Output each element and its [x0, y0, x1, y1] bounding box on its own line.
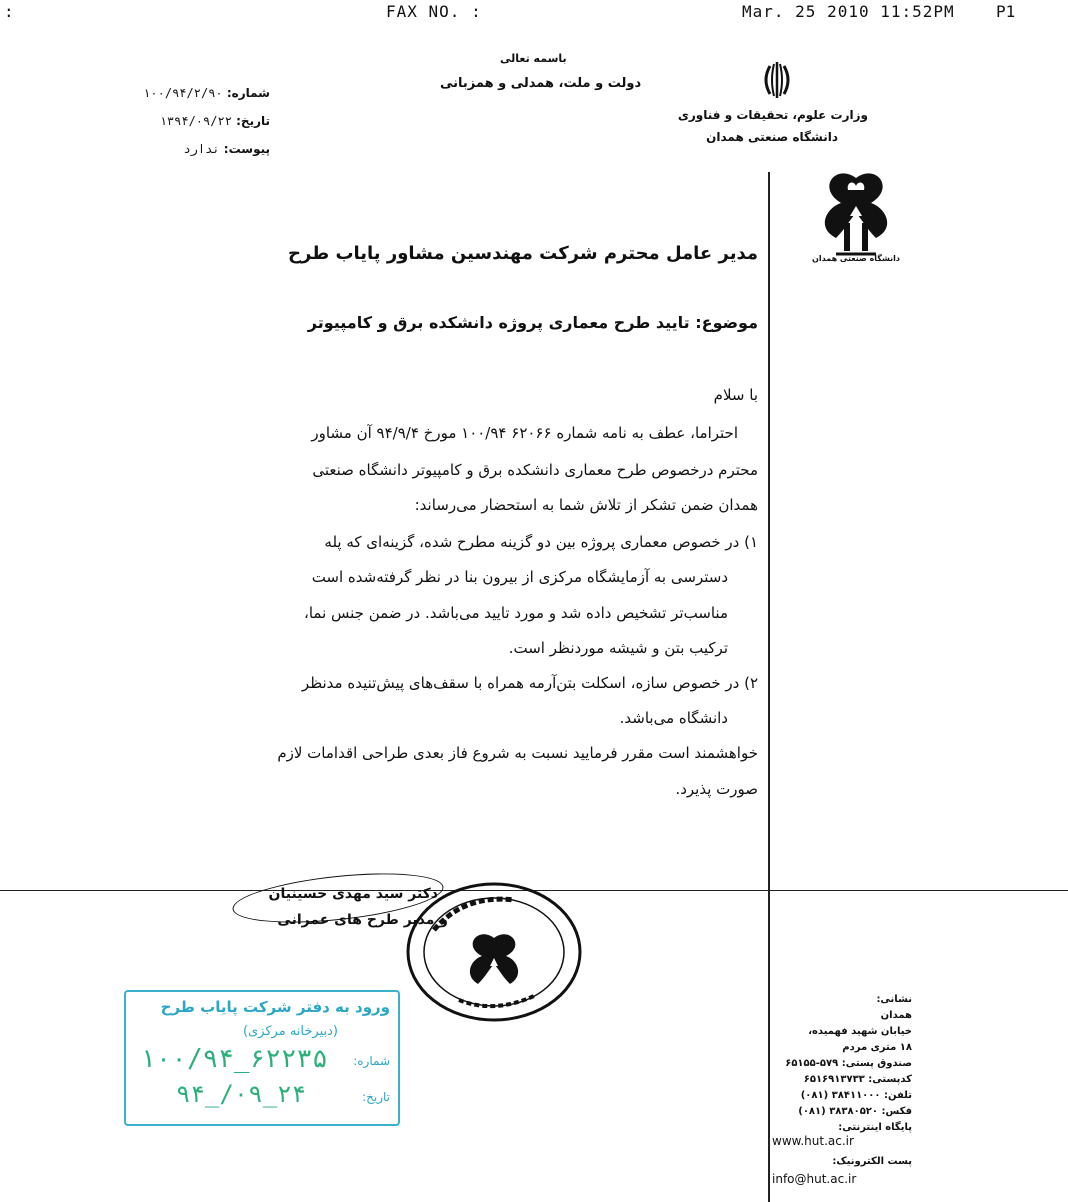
receipt-number-value: ۱۰۰/۹۴_۶۲۲۳۵	[140, 1044, 328, 1074]
iran-emblem-icon	[752, 60, 802, 100]
website-link[interactable]: www.hut.ac.ir	[772, 1134, 854, 1148]
body-line: محترم درخصوص طرح معماری دانشکده برق و کامپیوتر دانشگاه صنعتی	[312, 461, 758, 479]
letter-date-label: تاریخ:	[236, 114, 270, 128]
letter-number-label: شماره:	[226, 86, 270, 100]
basmala: باسمه تعالی	[500, 52, 567, 65]
ministry-name: وزارت علوم، تحقیقات و فناوری	[677, 108, 868, 122]
address-postal-code: کدپستی: ۶۵۱۶۹۱۳۷۳۳	[803, 1074, 912, 1085]
fax-datetime: Mar. 25 2010 11:52PM	[742, 2, 955, 21]
address-fax: فکس: ۳۸۳۸۰۵۲۰ (۰۸۱)	[798, 1106, 912, 1117]
body-line: همدان ضمن تشکر از تلاش شما به استحضار می‌رساند:	[414, 496, 758, 514]
receipt-date-label: تاریخ:	[362, 1090, 390, 1104]
website-label: پایگاه اینترنتی:	[838, 1122, 912, 1133]
logo-caption: دانشگاه صنعتی همدان	[812, 254, 900, 263]
attachment-row	[120, 142, 270, 156]
official-seal-icon	[404, 880, 584, 1024]
body-line: دانشگاه می‌باشد.	[619, 709, 728, 727]
receipt-stamp-title: ورود به دفتر شرکت پایاب طرح	[160, 998, 390, 1016]
government-slogan: دولت و ملت، همدلی و همزبانی	[440, 76, 642, 91]
receipt-stamp-subtitle: (دبیرخانه مرکزی)	[242, 1024, 338, 1039]
address-po-box: صندوق پستی: ۵۷۹-۶۵۱۵۵	[785, 1058, 912, 1069]
receipt-stamp	[124, 990, 400, 1126]
body-line: خواهشمند است مقرر فرمایید نسبت به شروع فاز بعدی طراحی اقدامات لازم	[277, 744, 758, 762]
subject-line: موضوع: تایید طرح معماری پروژه دانشکده برق و کامپیوتر	[307, 313, 758, 332]
university-name: دانشگاه صنعتی همدان	[706, 130, 838, 144]
letter-number-value: ۱۰۰/۹۴/۲/۹۰	[143, 86, 223, 100]
body-line: صورت پذیرد.	[675, 780, 758, 798]
body-line: احتراما، عطف به نامه شماره ۶۲۰۶۶ ۱۰۰/۹۴ مورخ ۹۴/۹/۴ آن مشاور	[311, 424, 738, 442]
email-link[interactable]: info@hut.ac.ir	[772, 1172, 857, 1186]
fax-page: P1	[996, 2, 1016, 21]
signatory-name: دکتر سید مهدی حسینیان	[268, 886, 438, 902]
greeting: با سلام	[713, 386, 758, 404]
address-street: خیابان شهید فهمیده،	[808, 1026, 912, 1037]
body-line: ۱) در خصوص معماری پروژه بین دو گزینه مطرح شده، گزینه‌ای که پله	[324, 533, 758, 551]
letter-date-value: ۱۳۹۴/۰۹/۲۲	[159, 114, 232, 128]
fax-number: FAX NO. :	[386, 2, 482, 21]
letter-date-row	[120, 114, 270, 128]
letter-number-row	[120, 86, 270, 100]
body-line: دسترسی به آزمایشگاه مرکزی از بیرون بنا در نظر گرفته‌شده است	[311, 568, 728, 586]
receipt-date-value: ۹۴_/۰۹_۲۴	[176, 1080, 307, 1108]
body-line: ۲) در خصوص سازه، اسکلت بتن‌آرمه همراه با سقف‌های پیش‌تنیده مدنظر	[301, 674, 758, 692]
fax-left-mark: :	[4, 2, 14, 21]
attachment-label: پیوست:	[223, 142, 270, 156]
address-city: همدان	[880, 1010, 912, 1021]
body-line: ترکیب بتن و شیشه موردنظر است.	[508, 639, 728, 657]
receipt-number-label: شماره:	[353, 1054, 390, 1068]
attachment-value: ندارد	[183, 142, 220, 156]
body-line: مناسب‌تر تشخیص داده شد و مورد تایید می‌باشد. در ضمن جنس نما،	[304, 604, 728, 622]
university-logo-icon	[806, 168, 906, 258]
margin-divider	[768, 172, 770, 1202]
signatory-title: و مدیر طرح های عمرانی	[277, 912, 448, 928]
address-phone: تلفن: ۳۸۴۱۱۰۰۰ (۰۸۱)	[800, 1090, 912, 1101]
address-label: نشانی:	[876, 994, 912, 1005]
address-street-2: ۱۸ متری مردم	[842, 1042, 912, 1053]
email-label: پست الکترونیک:	[832, 1156, 912, 1167]
recipient-line: مدیر عامل محترم شرکت مهندسین مشاور پایاب طرح	[288, 243, 758, 264]
